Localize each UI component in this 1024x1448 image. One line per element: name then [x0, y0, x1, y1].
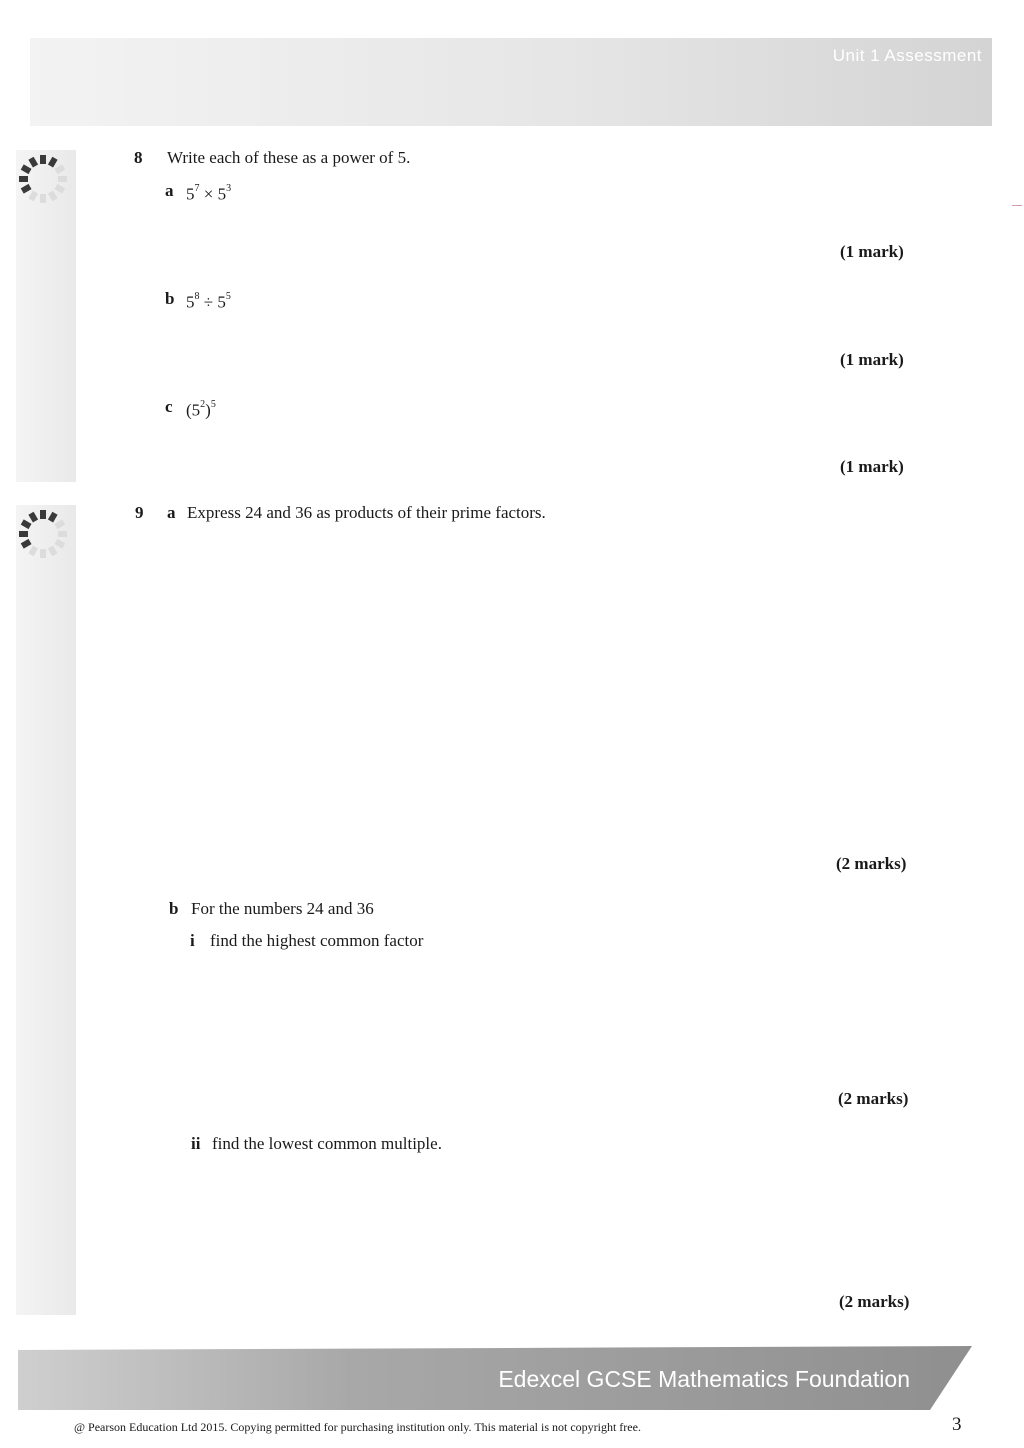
q9-part-b-text: For the numbers 24 and 36 — [191, 899, 374, 918]
q8c-marks: (1 mark) — [840, 457, 904, 476]
q8-part-a-expression: $5^7 \times 5^3$ — [186, 183, 232, 204]
q9bi-marks: (2 marks) — [838, 1089, 909, 1108]
q8-part-a-label: a — [165, 181, 174, 200]
q9-part-b-ii-label: ii — [191, 1134, 201, 1153]
q9-part-a-label: a — [167, 503, 176, 522]
q8-part-b-expression: $5^8 \div 5^5$ — [186, 291, 231, 312]
q8-part-b-label: b — [165, 289, 175, 308]
question-8-prompt: Write each of these as a power of 5. — [167, 148, 411, 167]
q8-part-c-expression: $(5^2)^5$ — [186, 399, 216, 420]
difficulty-ring-icon — [14, 150, 72, 208]
footer-title: Edexcel GCSE Mathematics Foundation — [498, 1366, 910, 1392]
q8a-marks: (1 mark) — [840, 242, 904, 261]
q9-part-b-label: b — [169, 899, 179, 918]
q9-part-b-i-label: i — [190, 931, 195, 950]
q9-part-a-text: Express 24 and 36 as products of their prime factors. — [187, 503, 546, 522]
margin-strip-q9 — [16, 505, 76, 1315]
unit-title: Unit 1 Assessment — [832, 46, 982, 65]
q8-part-c-label: c — [165, 397, 173, 416]
question-8-number: 8 — [134, 148, 143, 167]
q9-part-b-i-text: find the highest common factor — [210, 931, 424, 950]
copyright-notice: @ Pearson Education Ltd 2015. Copying permitted for purchasing institution only. This material is not copyright free. — [74, 1420, 641, 1434]
q9a-marks: (2 marks) — [836, 854, 907, 873]
question-9-number: 9 — [135, 503, 144, 522]
page-number: 3 — [952, 1414, 962, 1435]
q8b-marks: (1 mark) — [840, 350, 904, 369]
difficulty-ring-icon — [14, 505, 72, 563]
scan-edge-mark — [1012, 205, 1022, 206]
q9bii-marks: (2 marks) — [839, 1292, 910, 1311]
q9-part-b-ii-text: find the lowest common multiple. — [212, 1134, 442, 1153]
